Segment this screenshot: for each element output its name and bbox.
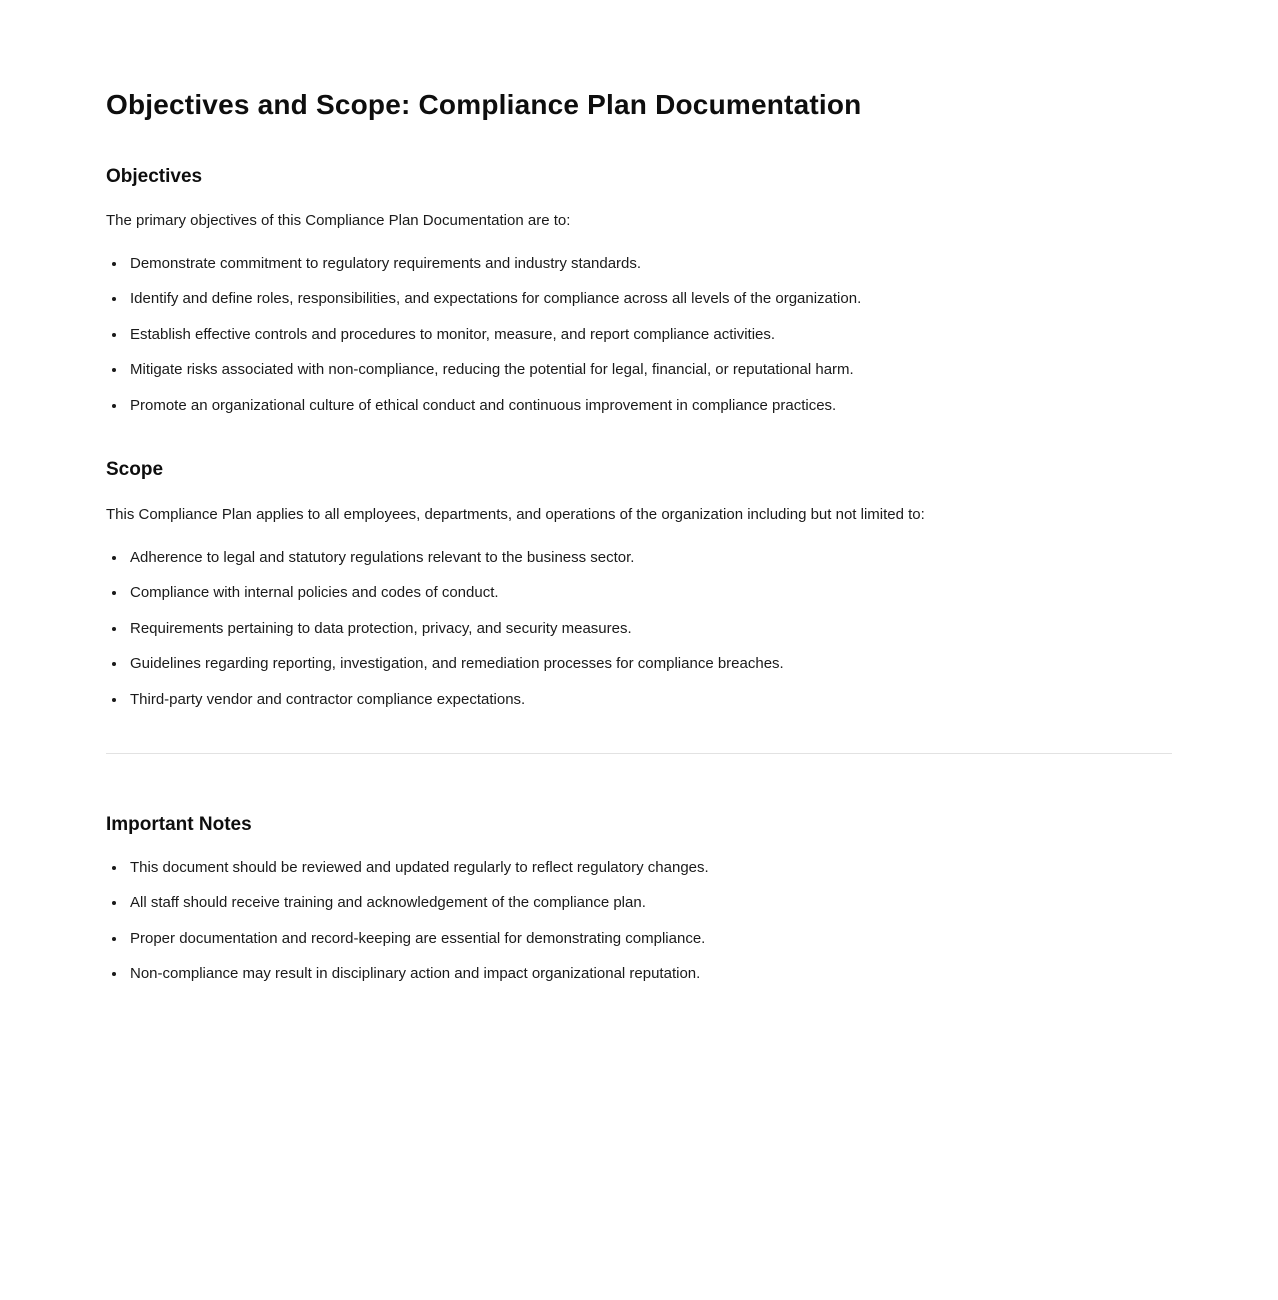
list-item: • Establish effective controls and procedures to monitor, measure, and report compliance activities.: [127, 324, 1172, 347]
scope-intro: This Compliance Plan applies to all employees, departments, and operations of the organization including but not limited to:: [106, 506, 925, 524]
important-notes-list: [106, 857, 1172, 986]
list-item: • Compliance with internal policies and codes of conduct.: [127, 582, 1172, 605]
scope-list: [106, 547, 1172, 712]
important-notes-heading: Important Notes: [106, 814, 252, 836]
objectives-heading: Objectives: [106, 165, 203, 187]
list-item: • Guidelines regarding reporting, investigation, and remediation processes for compliance breaches.: [127, 653, 1172, 676]
list-item: • Identify and define roles, responsibilities, and expectations for compliance across all levels of the organization.: [127, 288, 1172, 311]
list-item: • Mitigate risks associated with non-compliance, reducing the potential for legal, financial, or reputational harm.: [127, 359, 1172, 382]
list-item: • Demonstrate commitment to regulatory requirements and industry standards.: [127, 253, 1172, 276]
list-item: • All staff should receive training and acknowledgement of the compliance plan.: [127, 892, 1172, 915]
list-item: • Proper documentation and record-keeping are essential for demonstrating compliance.: [127, 928, 1172, 951]
list-item: • Requirements pertaining to data protection, privacy, and security measures.: [127, 618, 1172, 641]
list-item: • Adherence to legal and statutory regulations relevant to the business sector.: [127, 547, 1172, 570]
list-item: • Third-party vendor and contractor compliance expectations.: [127, 689, 1172, 712]
section-objectives: [106, 166, 1172, 418]
scope-heading: Scope: [106, 459, 164, 481]
section-scope: [106, 459, 1172, 711]
list-item: • Promote an organizational culture of ethical conduct and continuous improvement in compliance practices.: [127, 395, 1172, 418]
objectives-intro: The primary objectives of this Compliance Plan Documentation are to:: [106, 212, 571, 230]
section-divider: [106, 753, 1172, 754]
page-title: Objectives and Scope: Compliance Plan Documentation: [106, 89, 862, 120]
list-item: • This document should be reviewed and updated regularly to reflect regulatory changes.: [127, 857, 1172, 880]
objectives-list: [106, 253, 1172, 418]
list-item: • Non-compliance may result in disciplinary action and impact organizational reputation.: [127, 963, 1172, 986]
section-important-notes: [106, 814, 1172, 986]
